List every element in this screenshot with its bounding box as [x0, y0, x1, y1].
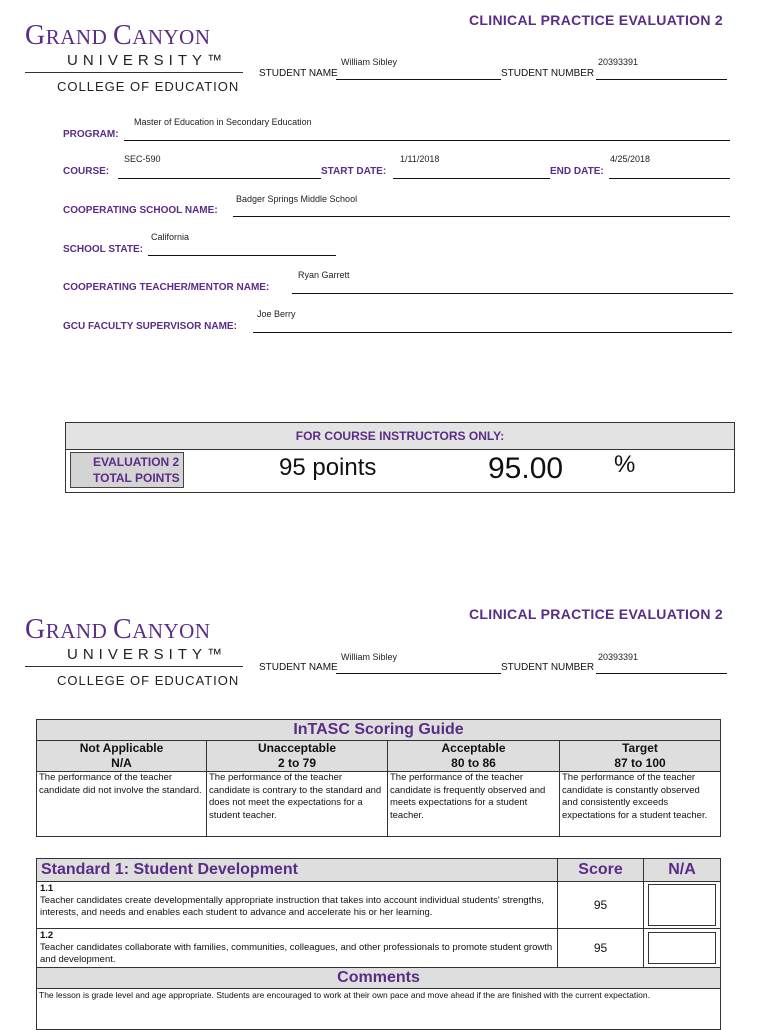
standard-item-number: 1.2: [40, 930, 54, 941]
supervisor-value: Joe Berry: [257, 309, 296, 319]
end-date-value: 4/25/2018: [610, 154, 651, 164]
supervisor-line[interactable]: [253, 332, 732, 333]
program-value: Master of Education in Secondary Education: [134, 117, 312, 127]
guide-col-range: 80 to 86: [451, 756, 496, 770]
student-number-value: 20393391: [598, 57, 639, 67]
na-checkbox[interactable]: [648, 932, 716, 964]
logo-rule: [25, 666, 243, 667]
guide-col-range: N/A: [111, 756, 132, 770]
standard-item-score[interactable]: 95: [558, 929, 644, 968]
logo-university: UNIVERSITY™: [67, 52, 228, 69]
gcu-logo: [25, 22, 243, 93]
guide-col-header: [37, 741, 207, 772]
state-label: SCHOOL STATE:: [63, 244, 143, 255]
state-value: California: [151, 232, 190, 242]
school-value: Badger Springs Middle School: [236, 194, 358, 204]
guide-col-header: [388, 741, 560, 772]
na-header: N/A: [644, 859, 721, 882]
logo-letters: ANYON: [132, 619, 211, 643]
guide-col-name: Not Applicable: [79, 741, 164, 755]
standard-item-score[interactable]: 95: [558, 882, 644, 929]
state-line[interactable]: [148, 255, 336, 256]
page-title-2: CLINICAL PRACTICE EVALUATION 2: [469, 606, 724, 622]
logo-university: UNIVERSITY™: [67, 646, 228, 663]
student-name-label: STUDENT NAME: [259, 68, 338, 79]
comments-text[interactable]: The lesson is grade level and age appropriate. Students are encouraged to work at their own pace and move ahead if the are finished with the current expectation.: [37, 989, 721, 1030]
standard-item-description: Teacher candidates collaborate with families, communities, colleagues, and other professionals to promote student growth and development.: [40, 942, 553, 965]
supervisor-label-text: GCU FACULTY SUPERVISOR NAME: [63, 321, 234, 332]
student-number-label-2: STUDENT NUMBER: [501, 662, 595, 673]
comments-header: Comments: [37, 968, 721, 989]
guide-col-name: Unacceptable: [257, 741, 337, 755]
standard-item-number: 1.1: [40, 883, 54, 894]
student-number-line-2[interactable]: [596, 673, 727, 674]
guide-col-description: The performance of the teacher candidate is frequently observed and meets expectations for a student teacher.: [388, 772, 560, 837]
supervisor-label: GCU FACULTY SUPERVISOR NAME:: [63, 321, 237, 332]
guide-col-name: Target: [622, 741, 658, 755]
school-label-text: COOPERATING SCHOOL NAME: [63, 205, 215, 216]
teacher-label: COOPERATING TEACHER/MENTOR NAME:: [63, 282, 270, 293]
standard-table: [36, 858, 721, 1030]
logo-college: COLLEGE OF EDUCATION: [57, 673, 240, 688]
guide-col-header: [560, 741, 721, 772]
end-date-line[interactable]: [609, 178, 730, 179]
student-number-label: STUDENT NUMBER: [501, 68, 595, 79]
course-line[interactable]: [118, 178, 321, 179]
student-name-line-2[interactable]: [336, 673, 501, 674]
logo-letter: C: [113, 20, 133, 51]
standard-item-description: Teacher candidates create developmentally appropriate instruction that takes into account individual students' strengths, interests, and needs and enables each student to advance and accelerate his or her learning.: [40, 895, 545, 918]
program-label-text: PROGRAM: [63, 129, 116, 140]
teacher-value: Ryan Garrett: [298, 270, 350, 280]
guide-col-range: 87 to 100: [614, 756, 666, 770]
program-line[interactable]: [124, 140, 730, 141]
standard-item: [37, 929, 721, 968]
logo-wordmark: [25, 616, 243, 644]
scoring-guide-table: [36, 719, 721, 837]
student-name-value-2: William Sibley: [341, 652, 398, 662]
guide-col-description: The performance of the teacher candidate is contrary to the standard and does not meet the expectations for a student teacher.: [207, 772, 388, 837]
logo-letter: C: [113, 614, 133, 645]
guide-col-description: The performance of the teacher candidate did not involve the standard.: [37, 772, 207, 837]
instructor-box: [65, 422, 735, 493]
scoring-guide-title: InTASC Scoring Guide: [37, 720, 721, 741]
instructor-header: FOR COURSE INSTRUCTORS ONLY:: [66, 423, 734, 450]
guide-col-name: Acceptable: [441, 741, 506, 755]
guide-col-header: [207, 741, 388, 772]
logo-letter: G: [25, 20, 46, 51]
percent-sign: %: [614, 451, 636, 478]
standard-item-na: [644, 929, 721, 968]
evaluation-label-line2: TOTAL POINTS: [93, 471, 180, 485]
student-number-value-2: 20393391: [598, 652, 639, 662]
program-label: PROGRAM:: [63, 129, 119, 140]
student-number-line[interactable]: [596, 79, 727, 80]
student-name-line[interactable]: [336, 79, 501, 80]
course-label: COURSE:: [63, 166, 110, 177]
percent-value: 95.00: [488, 452, 564, 485]
logo-rule: [25, 72, 243, 73]
start-date-label: START DATE:: [321, 166, 387, 177]
teacher-line[interactable]: [292, 293, 733, 294]
student-name-label-2: STUDENT NAME: [259, 662, 338, 673]
evaluation-label-line1: EVALUATION 2: [93, 455, 180, 469]
student-name-value: William Sibley: [341, 57, 398, 67]
end-date-label: END DATE:: [550, 166, 604, 177]
page-title: CLINICAL PRACTICE EVALUATION 2: [469, 12, 724, 28]
standard-title: Standard 1: Student Development: [37, 859, 558, 882]
na-checkbox[interactable]: [648, 884, 716, 926]
logo-letters: ANYON: [132, 25, 211, 49]
evaluation-total-label: [70, 452, 184, 488]
standard-item: [37, 882, 721, 929]
start-date-value: 1/11/2018: [400, 154, 440, 164]
start-date-line[interactable]: [393, 178, 550, 179]
standard-item-na: [644, 882, 721, 929]
logo-college: COLLEGE OF EDUCATION: [57, 79, 240, 94]
course-value: SEC-590: [124, 154, 161, 164]
school-label: COOPERATING SCHOOL NAME:: [63, 205, 218, 216]
total-points-value: 95 points: [279, 454, 377, 481]
gcu-logo-2: [25, 616, 243, 687]
guide-col-range: 2 to 79: [277, 756, 316, 770]
school-line[interactable]: [233, 216, 730, 217]
logo-letters: RAND: [45, 25, 113, 49]
standard-item-text: [37, 929, 558, 968]
score-header: Score: [558, 859, 644, 882]
standard-item-text: [37, 882, 558, 929]
logo-letter: G: [25, 614, 46, 645]
guide-col-description: The performance of the teacher candidate is constantly observed and consistently exceeds expectations for a student teacher.: [560, 772, 721, 837]
logo-wordmark: [25, 22, 243, 50]
logo-letters: RAND: [45, 619, 113, 643]
